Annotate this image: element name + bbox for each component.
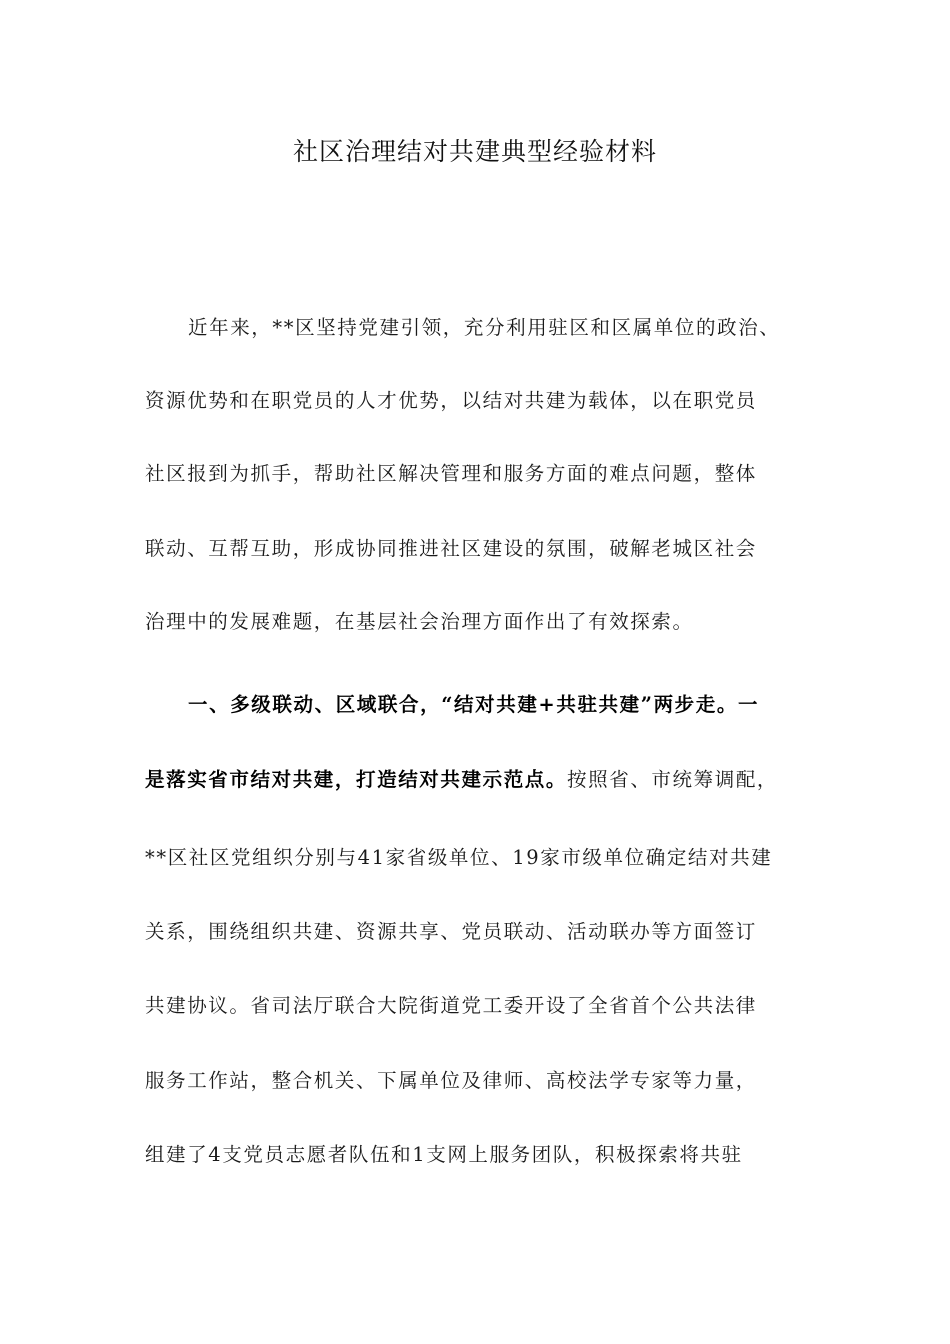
- paragraph-1-line-4: 联动、互帮互助，形成协同推进社区建设的氛围，破解老城区社会: [145, 537, 757, 560]
- paragraph-1-line-2: 资源优势和在职党员的人才优势，以结对共建为载体，以在职党员: [145, 389, 757, 412]
- paragraph-1-line-1: 近年来，**区坚持党建引领，充分利用驻区和区属单位的政治、: [188, 316, 781, 339]
- paragraph-2-line-4: 服务工作站，整合机关、下属单位及律师、高校法学专家等力量，: [145, 1069, 757, 1092]
- paragraph-2-line-3: 共建协议。省司法厅联合大院街道党工委开设了全省首个公共法律: [145, 994, 757, 1017]
- document-title: 社区治理结对共建典型经验材料: [292, 137, 657, 166]
- sub-heading-bold: 是落实省市结对共建，打造结对共建示范点。: [145, 768, 568, 791]
- paragraph-2-line-2: 关系，围绕组织共建、资源共享、党员联动、活动联办等方面签订: [145, 920, 757, 943]
- paragraph-2-line-5: 组建了4支党员志愿者队伍和1支网上服务团队，积极探索将共驻: [145, 1143, 743, 1166]
- section-heading-line-1: 一、多级联动、区域联合，“结对共建+共驻共建”两步走。一: [188, 693, 760, 716]
- section-heading-line-2: [145, 765, 778, 795]
- paragraph-1-line-5: 治理中的发展难题，在基层社会治理方面作出了有效探索。: [145, 610, 694, 633]
- paragraph-1-line-3: 社区报到为抓手，帮助社区解决管理和服务方面的难点问题，整体: [145, 462, 757, 485]
- sub-heading-rest: 按照省、市统筹调配，: [567, 768, 779, 791]
- paragraph-2-line-1: **区社区党组织分别与41家省级单位、19家市级单位确定结对共建: [145, 846, 773, 869]
